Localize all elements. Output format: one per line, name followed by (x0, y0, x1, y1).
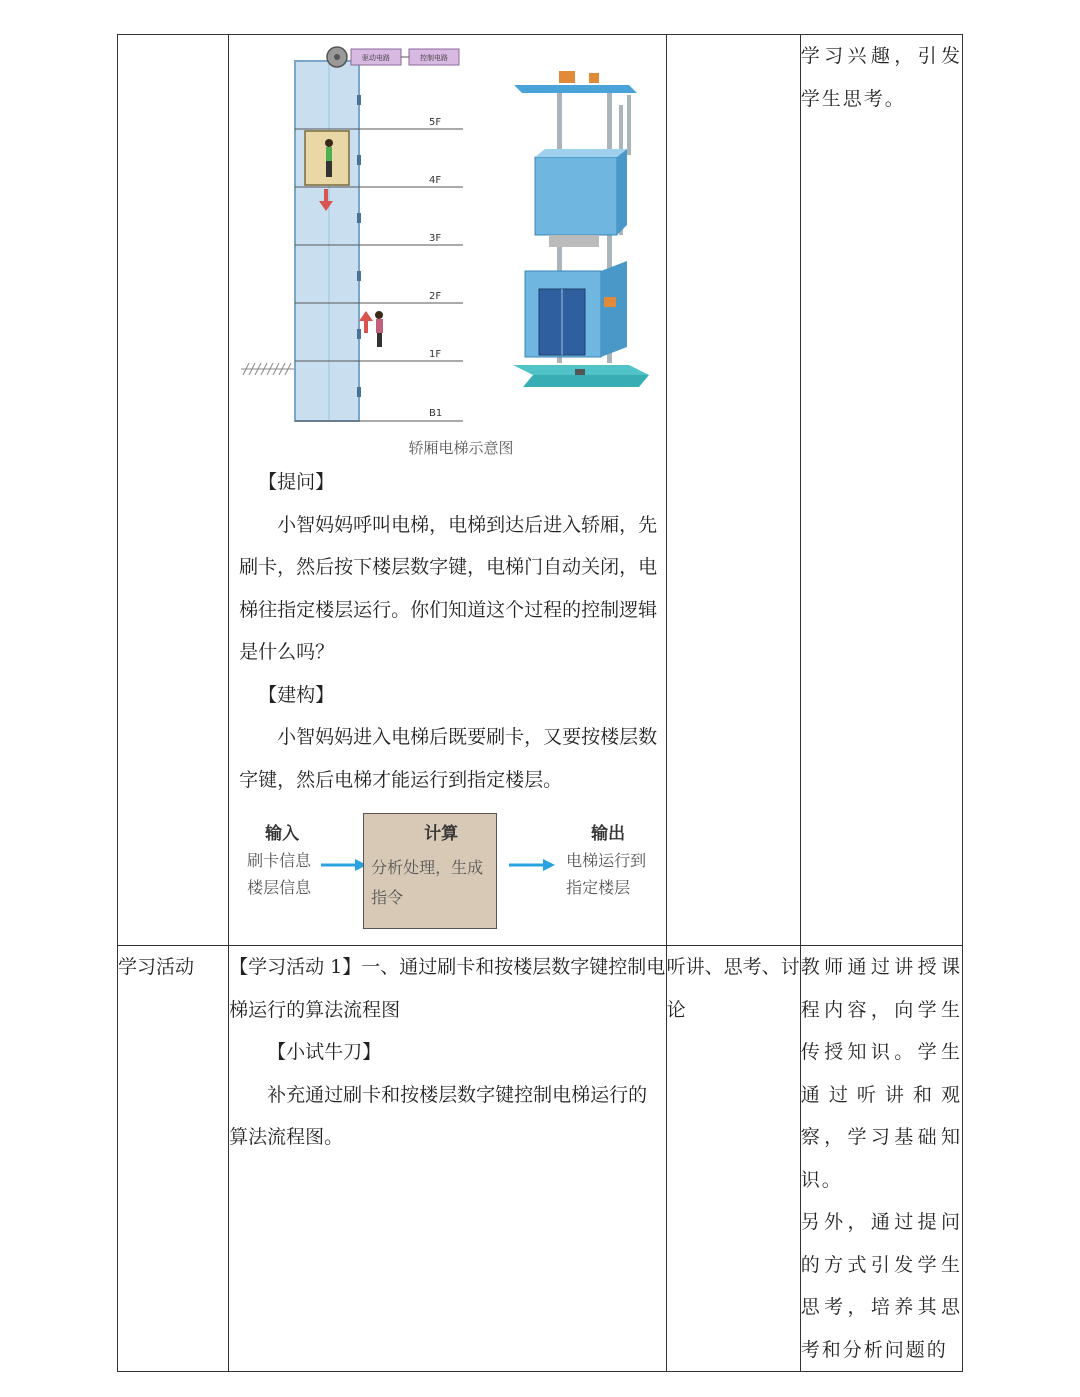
question-paragraph: 小智妈妈呼叫电梯，电梯到达后进入轿厢，先刷卡，然后按下楼层数字键，电梯门自动关闭，电梯往指定楼层运行。你们知道这个过程的控制逻辑是什么吗？ (239, 513, 658, 663)
trial-heading: 【小试牛刀】 (267, 1041, 382, 1063)
floor-label-3f: 3F (429, 233, 442, 244)
calc-label: 计算 (424, 824, 459, 844)
design-intent-cell-2 (800, 946, 962, 1372)
control-circuit-label: 控制电路 (420, 54, 449, 62)
input-label: 输入 (265, 824, 300, 844)
floor-label-b1: B1 (429, 408, 443, 419)
content-cell (229, 35, 667, 946)
person-in-car-icon (325, 139, 333, 177)
design-intent-paragraph-1: 教师通过讲授课程内容，向学生传授知识。学生通过听讲和观察，学习基础知识。 (800, 956, 962, 1191)
stage-cell (118, 946, 229, 1372)
activity-title: 【学习活动 1】一、通过刷卡和按楼层数字键控制电梯运行的算法流程图 (229, 956, 666, 1021)
design-intent-paragraph-2: 另外，通过提问的方式引发学生思考，培养其思考和分析问题的 (800, 1211, 962, 1361)
person-waiting-icon (375, 311, 383, 347)
student-activity-cell (666, 946, 800, 1372)
trial-paragraph: 补充通过刷卡和按楼层数字键控制电梯运行的算法流程图。 (229, 1083, 648, 1148)
up-arrow-icon (359, 311, 373, 333)
design-intent-text: 学习兴趣，引发学生思考。 (800, 45, 962, 110)
ipo-flow-diagram (229, 805, 666, 945)
floor-label-5f: 5F (429, 117, 442, 128)
output-line-1: 电梯运行到 (566, 851, 647, 870)
question-heading: 【提问】 (258, 471, 335, 493)
activity-content-cell (229, 946, 667, 1372)
drive-circuit-label: 驱动电路 (362, 54, 391, 62)
figure-caption: 轿厢电梯示意图 (408, 439, 514, 457)
arrow-right-icon (509, 859, 555, 871)
elevator-3d-illustration (513, 71, 649, 387)
input-line-1: 刷卡信息 (247, 851, 312, 870)
output-label: 输出 (591, 824, 626, 844)
floor-label-2f: 2F (429, 291, 442, 302)
design-intent-cell (800, 35, 962, 946)
activity-cell-empty (666, 35, 800, 946)
calc-text: 分析处理，生成指令 (371, 858, 484, 907)
input-line-2: 楼层信息 (247, 878, 312, 897)
content-text-block (229, 461, 666, 801)
floor-label-1f: 1F (429, 349, 442, 360)
stage-cell-empty (118, 35, 229, 946)
lesson-plan-table (117, 34, 963, 1372)
build-paragraph: 小智妈妈进入电梯后既要刷卡，又要按楼层数字键，然后电梯才能运行到指定楼层。 (239, 726, 658, 791)
stage-label: 学习活动 (118, 956, 195, 978)
output-line-2: 指定楼层 (566, 878, 631, 897)
arrow-right-icon (321, 859, 367, 871)
ground-hatch (241, 363, 295, 375)
table-row (118, 946, 963, 1372)
student-activity-text: 听讲、思考、讨论 (666, 956, 800, 1021)
floor-label-4f: 4F (429, 175, 442, 186)
elevator-figure (229, 35, 666, 475)
build-heading: 【建构】 (258, 683, 335, 706)
table-row (118, 35, 963, 946)
elevator-diagram (229, 35, 666, 475)
elevator-shaft (295, 61, 359, 421)
